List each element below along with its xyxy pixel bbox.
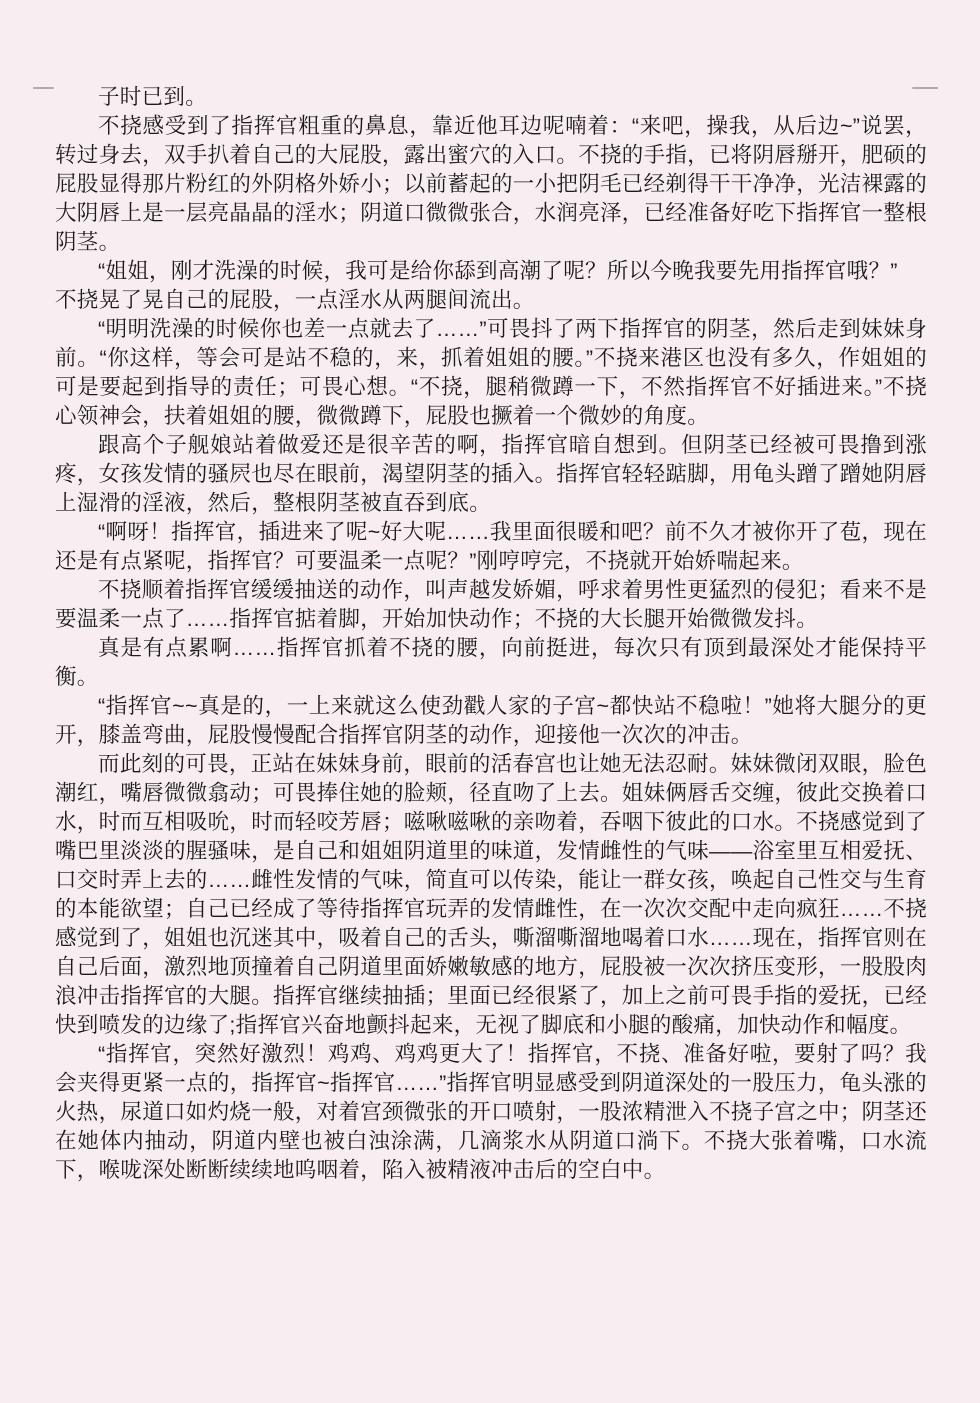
- story-paragraph: “明明洗澡的时候你也差一点就去了……”可畏抖了两下指挥官的阴茎，然后走到妹妹身前。“你这样，等会可是站不稳的，来，抓着姐姐的腰。”不挠来港区也没有多久，作姐姐的可是要起到指导的责任；可畏心想。“不挠，腿稍微蹲一下，不然指挥官不好插进来。”不挠心领神会，扶着姐姐的腰，微微蹲下，屁股也撅着一个微妙的角度。: [55, 317, 927, 428]
- story-text: [55, 83, 927, 1185]
- story-paragraph: 不挠晃了晃自己的屁股，一点淫水从两腿间流出。: [55, 288, 535, 312]
- story-paragraph: 子时已到。: [98, 85, 208, 109]
- story-paragraph: “指挥官~~真是的，一上来就这么使劲戳人家的子宫~都快站不稳啦！”她将大腿分的更开，膝盖弯曲，屁股慢慢配合指挥官阴茎的动作，迎接他一次次的冲击。: [55, 694, 927, 747]
- story-paragraph: “指挥官，突然好激烈！鸡鸡、鸡鸡更大了！指挥官，不挠、准备好啦，要射了吗？我会夹得更紧一点的，指挥官~指挥官……”指挥官明显感受到阴道深处的一股压力，龟头涨的火热，尿道口如灼烧一般，对着宫颈微张的开口喷射，一股浓精泄入不挠子宫之中；阴茎还在她体内抽动，阴道内壁也被白浊涂满，几滴浆水从阴道口淌下。不挠大张着嘴，口水流下，喉咙深处断断续续地呜咽着，陷入被精液冲击后的空白中。: [55, 1042, 928, 1182]
- page-corner-mark-left: [33, 87, 54, 89]
- story-paragraph: 而此刻的可畏，正站在妹妹身前，眼前的活春宫也让她无法忍耐。妹妹微闭双眼，脸色潮红，嘴唇微微翕动；可畏捧住她的脸颊，径直吻了上去。姐妹俩唇舌交缠，彼此交换着口水，时而互相吸吮，时而轻咬芳唇；嗞啾嗞啾的亲吻着，吞咽下彼此的口水。不挠感觉到了嘴巴里淡淡的腥骚味，是自己和姐姐阴道里的味道，发情雌性的气味——浴室里互相爱抚、口交时弄上去的……雌性发情的气味，简直可以传染，能让一群女孩，唤起自己性交与生育的本能欲望；自己已经成了等待指挥官玩弄的发情雌性，在一次次交配中走向疯狂……不挠感觉到了，姐姐也沉迷其中，吸着自己的舌头，嘶溜嘶溜地喝着口水……现在，指挥官则在自己后面，激烈地顶撞着自己阴道里面娇嫩敏感的地方，屁股被一次次挤压变形，一股股肉浪冲击指挥官的大腿。指挥官继续抽插；里面已经很紧了，加上之前可畏手指的爱抚，已经快到喷发的边缘了;指挥官兴奋地颤抖起来，无视了脚底和小腿的酸痛，加快动作和幅度。: [55, 752, 928, 1037]
- story-paragraph: 不挠顺着指挥官缓缓抽送的动作，叫声越发娇媚，呼求着男性更猛烈的侵犯；看来不是要温柔一点了……指挥官掂着脚，开始加快动作；不挠的大长腿开始微微发抖。: [55, 578, 927, 631]
- story-paragraph: “姐姐，刚才洗澡的时候，我可是给你舔到高潮了呢？所以今晚我要先用指挥官哦？”: [98, 259, 898, 283]
- story-paragraph: “啊呀！指挥官，插进来了呢~好大呢……我里面很暖和吧？前不久才被你开了苞，现在还是有点紧呢，指挥官？可要温柔一点呢？”刚哼哼完，不挠就开始娇喘起来。: [55, 520, 927, 573]
- story-paragraph: 跟高个子舰娘站着做爱还是很辛苦的啊，指挥官暗自想到。但阴茎已经被可畏撸到涨疼，女孩发情的骚屄也尽在眼前，渴望阴茎的插入。指挥官轻轻踮脚，用龟头蹭了蹭她阴唇上湿滑的淫液，然后，整根阴茎被直吞到底。: [55, 433, 928, 515]
- story-paragraph: 不挠感受到了指挥官粗重的鼻息，靠近他耳边呢喃着：“来吧，操我，从后边~”说罢，转过身去，双手扒着自己的大屁股，露出蜜穴的入口。不挠的手指，已将阴唇掰开，肥硕的屁股显得那片粉红的外阴格外娇小；以前蓄起的一小把阴毛已经剃得干干净净，光洁裸露的大阴唇上是一层亮晶晶的淫水；阴道口微微张合，水润亮泽，已经准备好吃下指挥官一整根阴茎。: [55, 114, 928, 254]
- story-paragraph: 真是有点累啊……指挥官抓着不挠的腰，向前挺进，每次只有顶到最深处才能保持平衡。: [55, 636, 927, 689]
